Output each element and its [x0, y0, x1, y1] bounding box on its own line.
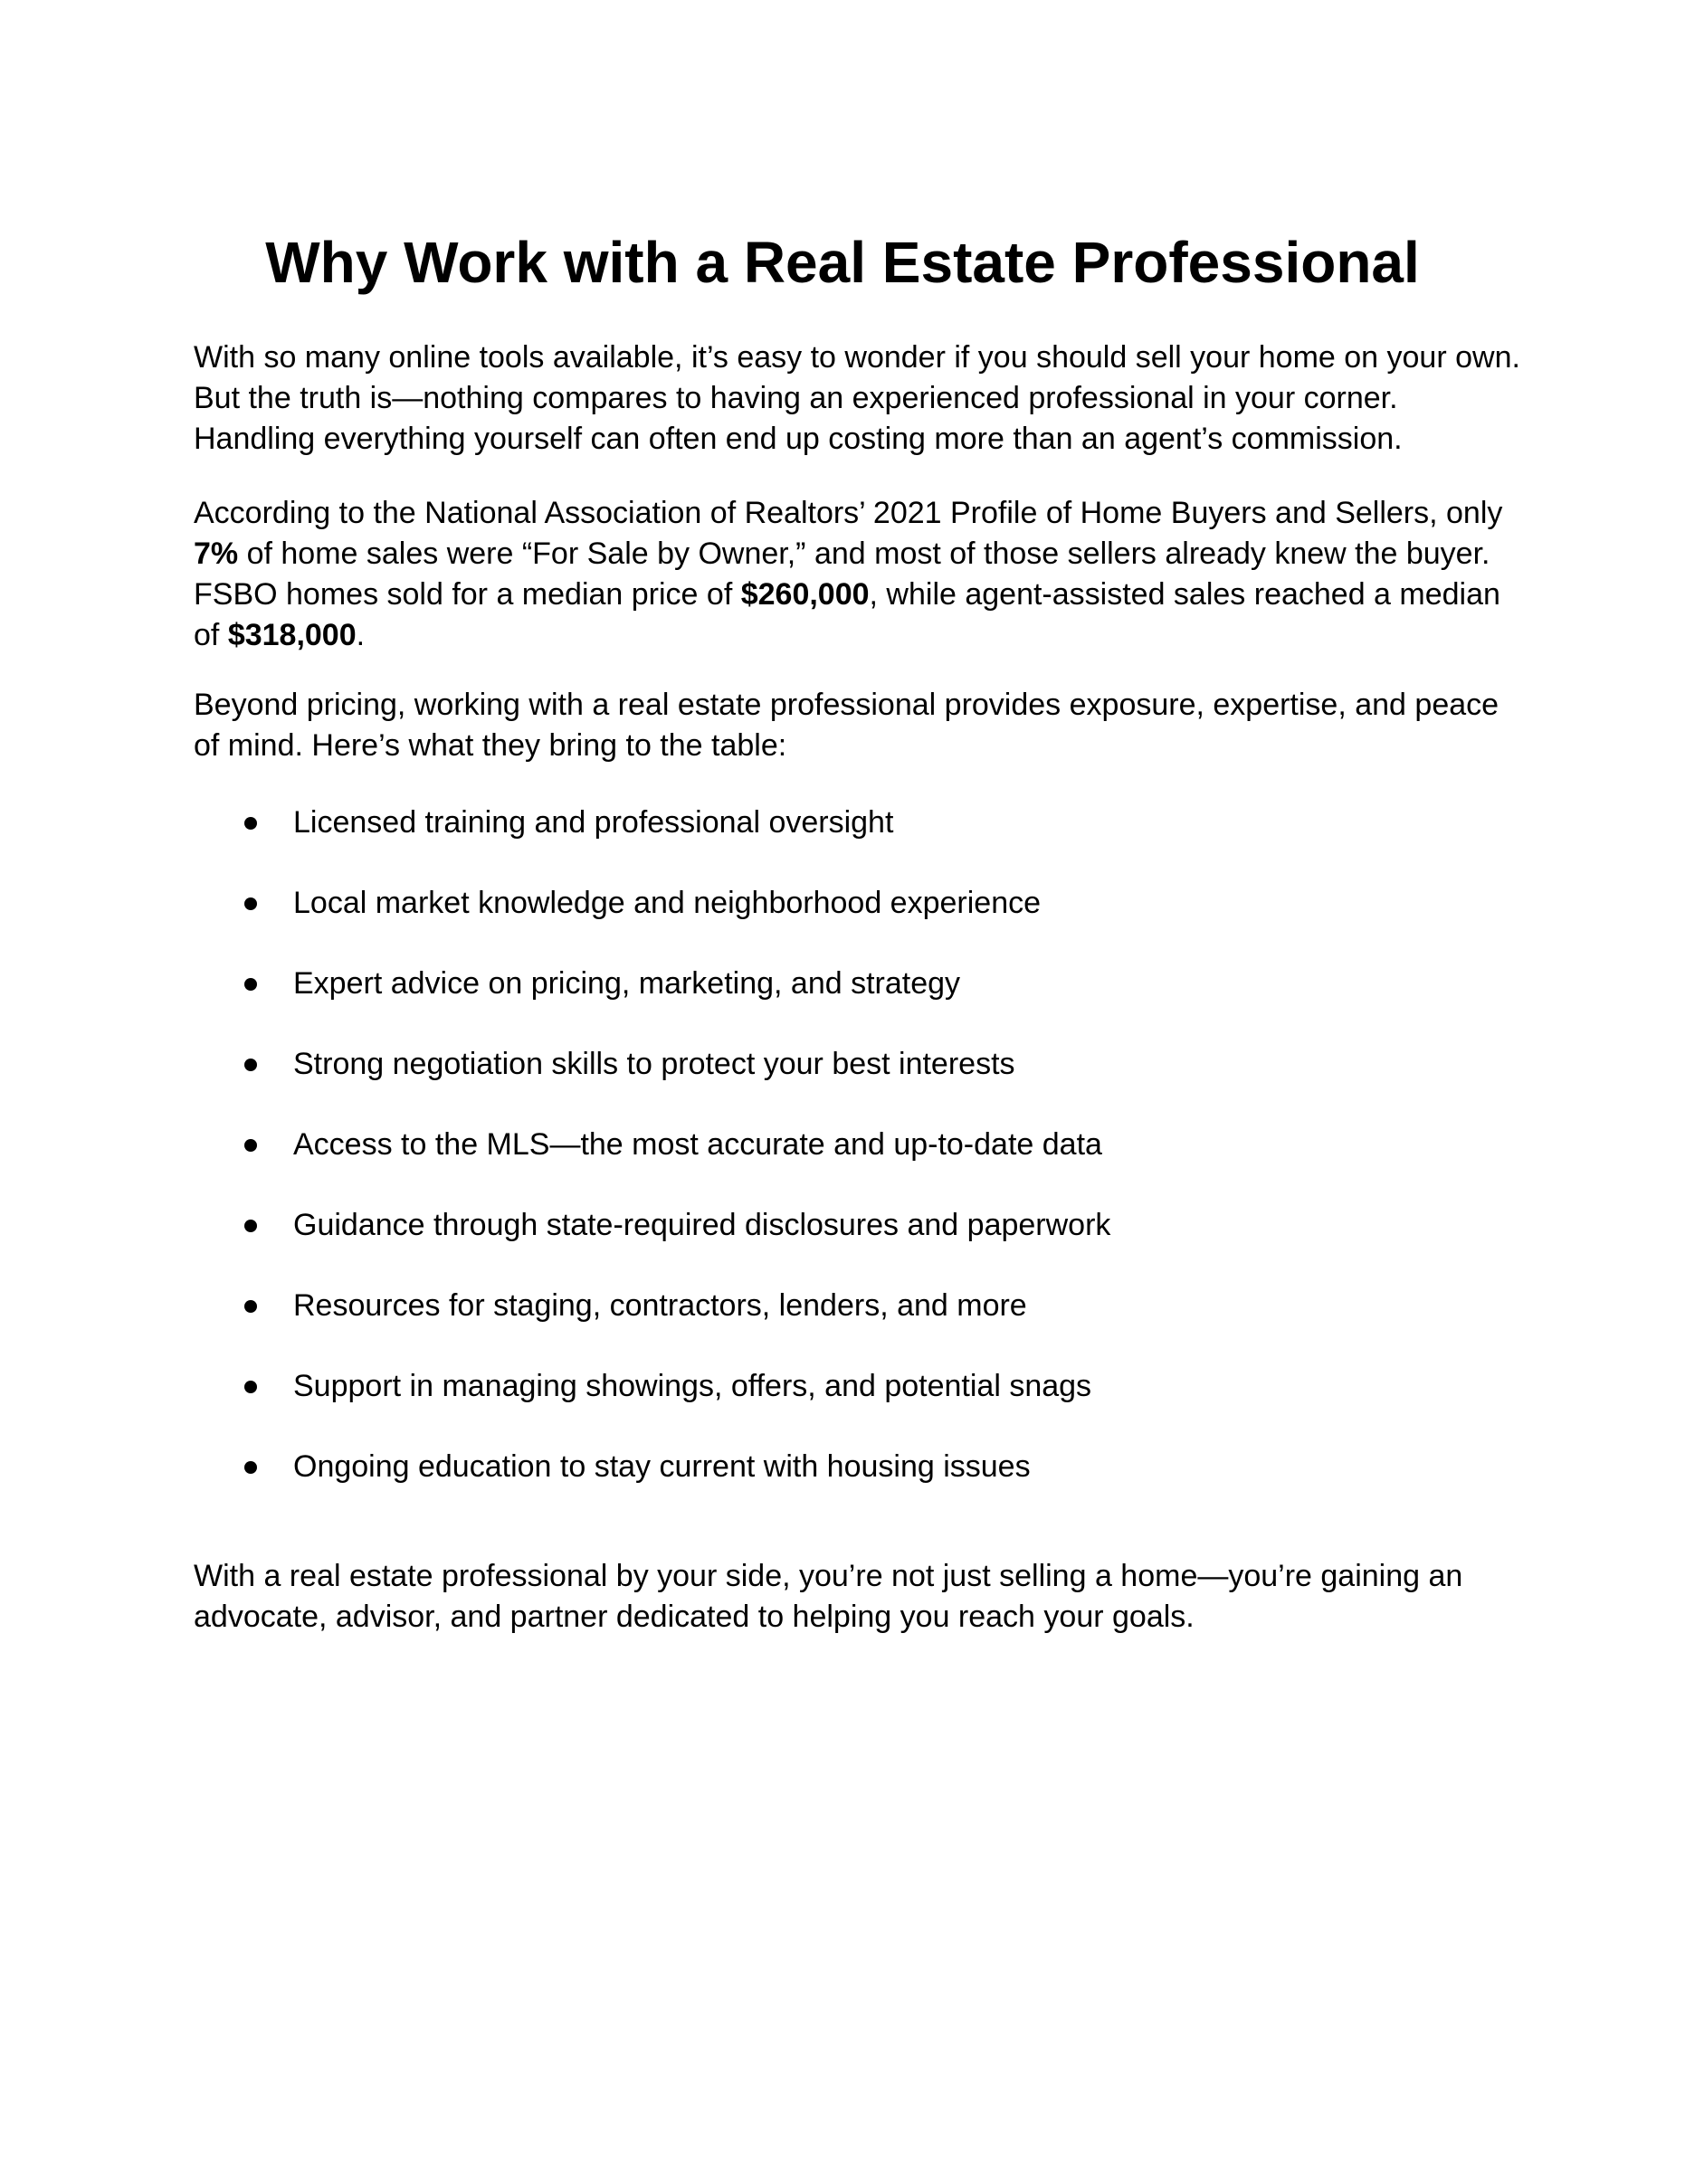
statistics-text-part-2: of home sales were “For Sale by Owner,” and most of those sellers already knew the buyer. FSBO homes sold for a median price of	[194, 537, 1490, 612]
bullet-icon	[244, 978, 257, 991]
bullet-icon	[244, 1300, 257, 1313]
intro-paragraph: With so many online tools available, it’s easy to wonder if you should sell your home on your own. But the truth is—nothing compares to having an experienced professional in your corner. Handling everything yourself can often end up costing more than an agent’s commission.	[194, 340, 1520, 456]
list-item	[0, 1286, 1685, 1326]
list-item	[0, 1205, 1685, 1246]
list-item	[0, 883, 1685, 924]
list-item	[0, 1447, 1685, 1487]
bullet-icon	[244, 1381, 257, 1393]
agent-median-price-value: $318,000	[227, 618, 357, 652]
statistics-paragraph	[194, 493, 1524, 656]
list-item-text: Licensed training and professional oversight	[293, 805, 894, 840]
list-item	[0, 802, 1685, 843]
bullet-icon	[244, 1059, 257, 1071]
bullet-icon	[244, 1139, 257, 1152]
fsbo-share-value: 7%	[194, 537, 239, 571]
bullet-icon	[244, 1461, 257, 1474]
list-item-text: Expert advice on pricing, marketing, and strategy	[293, 966, 961, 1001]
list-item	[0, 1125, 1685, 1165]
list-item-text: Guidance through state-required disclosures and paperwork	[293, 1208, 1111, 1242]
closing-paragraph: With a real estate professional by your side, you’re not just selling a home—you’re gaining an advocate, advisor, and partner dedicated to helping you reach your goals.	[194, 1559, 1463, 1634]
list-item	[0, 1366, 1685, 1407]
list-item	[0, 964, 1685, 1004]
benefits-intro-paragraph: Beyond pricing, working with a real estate professional provides exposure, expertise, and peace of mind. Here’s what they bring to the table:	[194, 688, 1499, 763]
list-item-text: Access to the MLS—the most accurate and up-to-date data	[293, 1127, 1102, 1162]
list-item-text: Resources for staging, contractors, lenders, and more	[293, 1288, 1027, 1323]
bullet-icon	[244, 897, 257, 910]
list-item-text: Ongoing education to stay current with housing issues	[293, 1449, 1031, 1484]
bullet-icon	[244, 817, 257, 830]
list-item	[0, 1044, 1685, 1085]
list-item-text: Local market knowledge and neighborhood experience	[293, 886, 1042, 920]
bullet-icon	[244, 1220, 257, 1232]
statistics-text-part-3: , while agent-assisted sales reached a median of	[194, 577, 1500, 652]
statistics-text-part-4: .	[356, 618, 366, 652]
list-item-text: Strong negotiation skills to protect your best interests	[293, 1047, 1015, 1081]
fsbo-median-price-value: $260,000	[740, 577, 870, 612]
statistics-text-part-1: According to the National Association of Realtors’ 2021 Profile of Home Buyers and Sellers, only	[194, 496, 1503, 530]
list-item-text: Support in managing showings, offers, and potential snags	[293, 1369, 1092, 1403]
page-title: Why Work with a Real Estate Professional	[265, 230, 1420, 295]
